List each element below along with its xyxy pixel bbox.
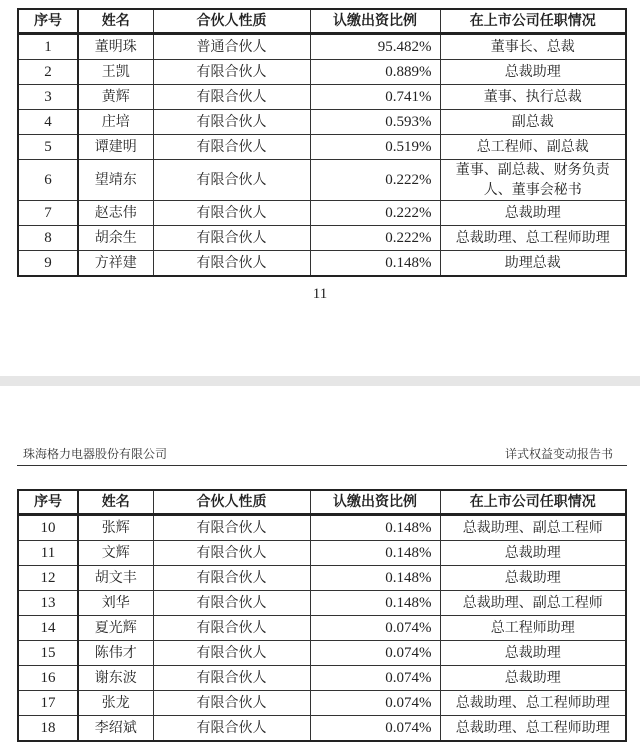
- cell-type: 有限合伙人: [153, 566, 310, 591]
- table-row: [18, 616, 626, 641]
- cell-role: 董事、执行总裁: [440, 85, 626, 110]
- cell-name: 张辉: [78, 515, 153, 541]
- cell-role: 副总裁: [440, 110, 626, 135]
- col-header-role: 在上市公司任职情况: [440, 9, 626, 34]
- table-row: [18, 666, 626, 691]
- cell-name: 望靖东: [78, 160, 153, 201]
- table-row: [18, 716, 626, 742]
- cell-no: 17: [18, 691, 78, 716]
- cell-ratio: 0.148%: [310, 251, 440, 277]
- cell-type: 有限合伙人: [153, 135, 310, 160]
- cell-role: 总裁助理、总工程师助理: [440, 716, 626, 742]
- table-row: [18, 691, 626, 716]
- cell-type: 有限合伙人: [153, 110, 310, 135]
- cell-no: 10: [18, 515, 78, 541]
- cell-ratio: 0.074%: [310, 716, 440, 742]
- table-row: [18, 160, 626, 201]
- cell-type: 有限合伙人: [153, 641, 310, 666]
- cell-no: 7: [18, 201, 78, 226]
- cell-role: 总裁助理: [440, 666, 626, 691]
- cell-type: 有限合伙人: [153, 666, 310, 691]
- table-row: [18, 251, 626, 277]
- table-row: [18, 515, 626, 541]
- cell-no: 6: [18, 160, 78, 201]
- cell-no: 16: [18, 666, 78, 691]
- cell-name: 文辉: [78, 541, 153, 566]
- cell-role: 总工程师、副总裁: [440, 135, 626, 160]
- cell-type: 有限合伙人: [153, 226, 310, 251]
- cell-ratio: 0.889%: [310, 60, 440, 85]
- cell-name: 方祥建: [78, 251, 153, 277]
- cell-role: 总裁助理: [440, 566, 626, 591]
- cell-type: 有限合伙人: [153, 201, 310, 226]
- cell-ratio: 0.148%: [310, 591, 440, 616]
- cell-no: 15: [18, 641, 78, 666]
- cell-ratio: 0.148%: [310, 515, 440, 541]
- cell-no: 13: [18, 591, 78, 616]
- col-header-ratio: 认缴出资比例: [310, 490, 440, 515]
- col-header-name: 姓名: [78, 490, 153, 515]
- cell-ratio: 95.482%: [310, 34, 440, 60]
- running-header-company: 珠海格力电器股份有限公司: [23, 447, 168, 461]
- cell-ratio: 0.074%: [310, 641, 440, 666]
- cell-no: 18: [18, 716, 78, 742]
- cell-ratio: 0.074%: [310, 616, 440, 641]
- cell-ratio: 0.222%: [310, 226, 440, 251]
- cell-type: 有限合伙人: [153, 60, 310, 85]
- cell-name: 谭建明: [78, 135, 153, 160]
- cell-ratio: 0.222%: [310, 160, 440, 201]
- cell-name: 胡余生: [78, 226, 153, 251]
- cell-type: 有限合伙人: [153, 691, 310, 716]
- table-header-row: [18, 9, 626, 34]
- cell-type: 有限合伙人: [153, 541, 310, 566]
- table-row: [18, 541, 626, 566]
- cell-name: 李绍斌: [78, 716, 153, 742]
- cell-role: 董事、副总裁、财务负责人、董事会秘书: [440, 160, 626, 201]
- cell-type: 有限合伙人: [153, 515, 310, 541]
- cell-ratio: 0.222%: [310, 201, 440, 226]
- table-row: [18, 226, 626, 251]
- cell-role: 董事长、总裁: [440, 34, 626, 60]
- document-page-12: [0, 386, 640, 745]
- cell-type: 普通合伙人: [153, 34, 310, 60]
- table-row: [18, 34, 626, 60]
- cell-no: 11: [18, 541, 78, 566]
- cell-ratio: 0.519%: [310, 135, 440, 160]
- cell-type: 有限合伙人: [153, 616, 310, 641]
- cell-role: 总工程师助理: [440, 616, 626, 641]
- cell-no: 9: [18, 251, 78, 277]
- table-row: [18, 60, 626, 85]
- partner-table-part-1: [17, 8, 627, 277]
- cell-role: 总裁助理、总工程师助理: [440, 226, 626, 251]
- col-header-no: 序号: [18, 9, 78, 34]
- table-row: [18, 135, 626, 160]
- cell-no: 4: [18, 110, 78, 135]
- cell-name: 夏光辉: [78, 616, 153, 641]
- cell-ratio: 0.148%: [310, 541, 440, 566]
- cell-name: 赵志伟: [78, 201, 153, 226]
- cell-role: 总裁助理、副总工程师: [440, 515, 626, 541]
- table-row: [18, 201, 626, 226]
- table-header-row: [18, 490, 626, 515]
- cell-no: 14: [18, 616, 78, 641]
- cell-ratio: 0.741%: [310, 85, 440, 110]
- cell-type: 有限合伙人: [153, 591, 310, 616]
- page-number: 11: [312, 286, 328, 302]
- cell-ratio: 0.074%: [310, 691, 440, 716]
- header-rule: [17, 465, 627, 466]
- table-row: [18, 110, 626, 135]
- cell-role: 总裁助理、总工程师助理: [440, 691, 626, 716]
- cell-type: 有限合伙人: [153, 85, 310, 110]
- table-row: [18, 591, 626, 616]
- col-header-type: 合伙人性质: [153, 9, 310, 34]
- table-row: [18, 566, 626, 591]
- cell-role: 总裁助理: [440, 60, 626, 85]
- col-header-no: 序号: [18, 490, 78, 515]
- cell-no: 1: [18, 34, 78, 60]
- cell-no: 3: [18, 85, 78, 110]
- cell-role: 总裁助理: [440, 641, 626, 666]
- cell-name: 王凯: [78, 60, 153, 85]
- cell-type: 有限合伙人: [153, 160, 310, 201]
- cell-no: 12: [18, 566, 78, 591]
- cell-name: 黄辉: [78, 85, 153, 110]
- cell-no: 2: [18, 60, 78, 85]
- running-header-doc-title: 详式权益变动报告书: [505, 447, 614, 461]
- cell-name: 谢东波: [78, 666, 153, 691]
- page-separator: [0, 376, 640, 386]
- col-header-ratio: 认缴出资比例: [310, 9, 440, 34]
- cell-ratio: 0.074%: [310, 666, 440, 691]
- cell-role: 助理总裁: [440, 251, 626, 277]
- cell-ratio: 0.148%: [310, 566, 440, 591]
- col-header-role: 在上市公司任职情况: [440, 490, 626, 515]
- cell-name: 庄培: [78, 110, 153, 135]
- table-row: [18, 641, 626, 666]
- cell-type: 有限合伙人: [153, 251, 310, 277]
- cell-name: 张龙: [78, 691, 153, 716]
- cell-no: 5: [18, 135, 78, 160]
- cell-ratio: 0.593%: [310, 110, 440, 135]
- table-row: [18, 85, 626, 110]
- cell-no: 8: [18, 226, 78, 251]
- cell-type: 有限合伙人: [153, 716, 310, 742]
- cell-role: 总裁助理、副总工程师: [440, 591, 626, 616]
- cell-name: 胡文丰: [78, 566, 153, 591]
- cell-role: 总裁助理: [440, 541, 626, 566]
- cell-name: 陈伟才: [78, 641, 153, 666]
- cell-role: 总裁助理: [440, 201, 626, 226]
- cell-name: 刘华: [78, 591, 153, 616]
- cell-name: 董明珠: [78, 34, 153, 60]
- col-header-name: 姓名: [78, 9, 153, 34]
- col-header-type: 合伙人性质: [153, 490, 310, 515]
- partner-table-part-2: [17, 489, 627, 742]
